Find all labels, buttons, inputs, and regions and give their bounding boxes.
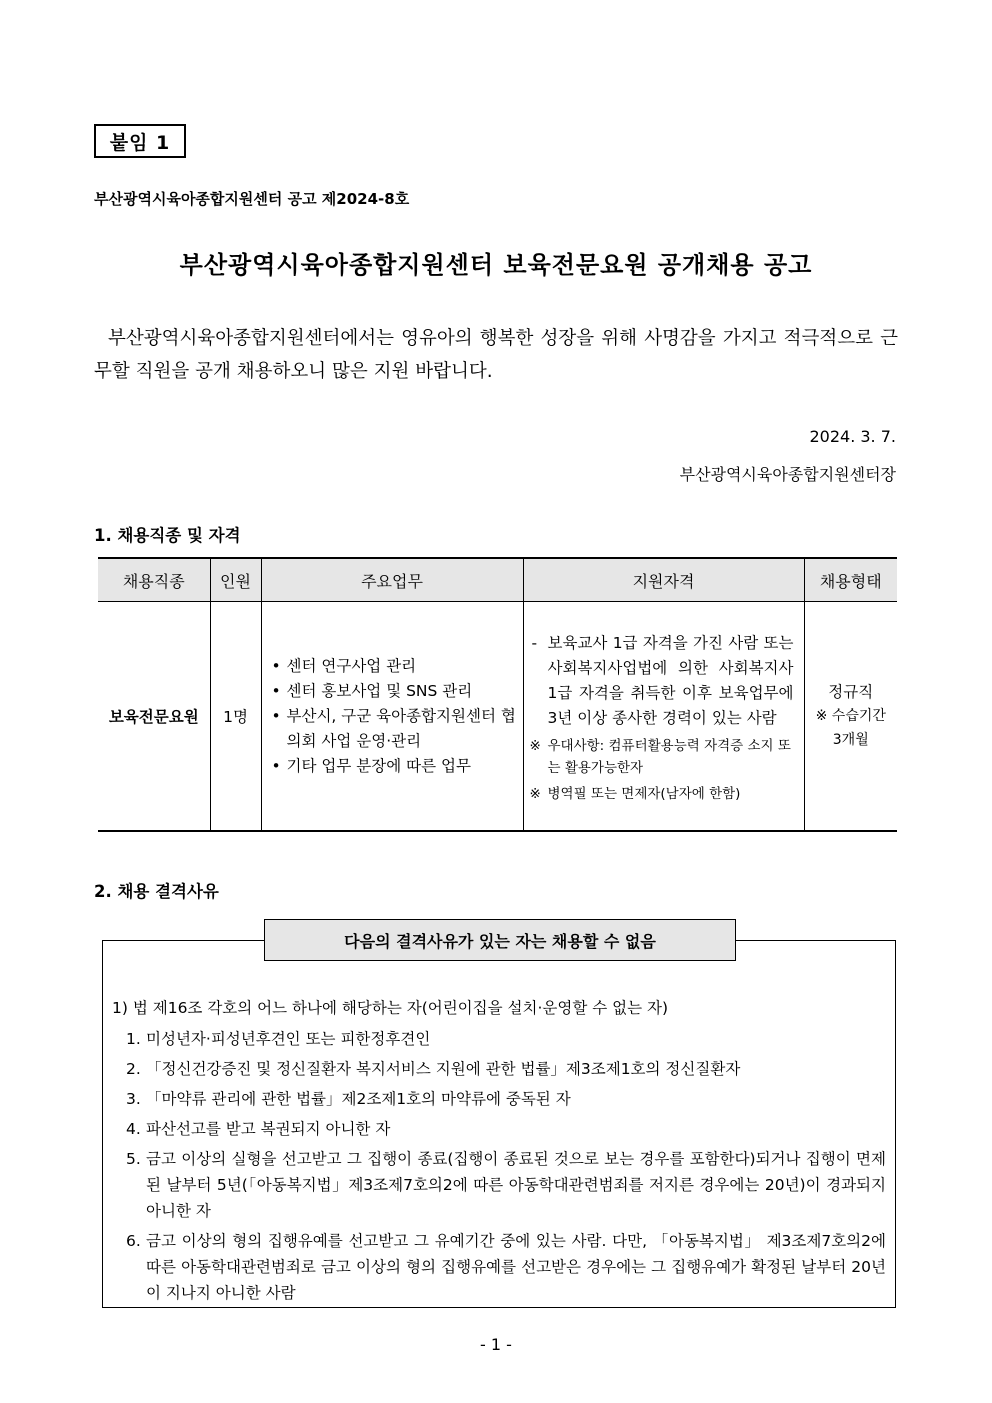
note-text: 병역필 또는 면제자(남자에 한함) <box>547 786 741 802</box>
list-item: • 기타 업무 분장에 따른 업무 <box>272 754 517 779</box>
item-text: 금고 이상의 실형을 선고받고 그 집행이 종료(집행이 종료된 것으로 보는 경우를 포함한다)되거나 집행이 면제된 날부터 5년(「아동복지법」제3조제7호의2에 따른 아동학대관련범죄를 저지른 경우에는 20년)이 경과되지 아니한 자 <box>146 1150 886 1220</box>
probation-label: ※ 수습기간 <box>815 708 886 724</box>
note-text: 우대사항: 컴퓨터활용능력 자격증 소지 또는 활용가능한자 <box>547 738 791 776</box>
military-note <box>524 783 804 805</box>
note-mark: ※ <box>529 786 541 802</box>
header-count: 인원 <box>210 558 261 602</box>
item-text: 「정신건강증진 및 정신질환자 복지서비스 지원에 관한 법률」제3조제1호의 정신질환자 <box>146 1060 741 1078</box>
section1-title: 1. 채용직종 및 자격 <box>94 526 241 545</box>
header-job: 채용직종 <box>98 558 210 602</box>
notice-date: 2024. 3. 7. <box>809 427 896 446</box>
list-item <box>126 1056 886 1082</box>
item-number: 5. <box>126 1150 141 1168</box>
header-duties: 주요업무 <box>261 558 523 602</box>
employment-type-cell <box>804 602 897 832</box>
list-item <box>126 1228 886 1306</box>
dash-marker: - <box>531 634 538 652</box>
list-item <box>126 1116 886 1142</box>
qualification-body: 보육교사 1급 자격을 가진 사람 또는 사회복지사업법에 의한 사회복지사 1급 자격을 취득한 이후 보육업무에 3년 이상 종사한 경력이 있는 사람 <box>547 634 794 727</box>
signer: 부산광역시육아종합지원센터장 <box>679 465 896 484</box>
attachment-label: 붙임 1 <box>94 124 186 158</box>
probation-period: 3개월 <box>832 732 869 748</box>
list-item: • 센터 홍보사업 및 SNS 관리 <box>272 679 517 704</box>
item-number: 2. <box>126 1060 141 1078</box>
disqualification-lead: 1) 법 제16조 각호의 어느 하나에 해당하는 자(어린이집을 설치·운영할 수 없는 자) <box>112 999 669 1017</box>
item-number: 4. <box>126 1120 141 1138</box>
disqualification-header: 다음의 결격사유가 있는 자는 채용할 수 없음 <box>264 919 736 961</box>
list-item <box>126 1026 886 1052</box>
qualification-cell <box>523 602 804 832</box>
item-text: 금고 이상의 형의 집행유예를 선고받고 그 유예기간 중에 있는 사람. 다만, 「아동복지법」 제3조제7호의2에 따른 아동학대관련범죄로 금고 이상의 형의 집행유예를 선고받은 경우에는 그 집행유예가 확정된 날부터 20년이 지나지 아니한 사람 <box>146 1232 886 1302</box>
note-mark: ※ <box>529 738 541 754</box>
count-cell: 1명 <box>210 602 261 832</box>
disqualification-list <box>126 1026 886 1306</box>
duties-list <box>262 654 523 779</box>
table-header-row <box>98 558 897 602</box>
header-qualification: 지원자격 <box>523 558 804 602</box>
list-item: • 센터 연구사업 관리 <box>272 654 517 679</box>
item-text: 미성년자·피성년후견인 또는 피한정후견인 <box>146 1030 431 1048</box>
page-number: - 1 - <box>480 1335 512 1354</box>
duties-cell <box>261 602 523 832</box>
list-item: • 부산시, 구군 육아종합지원센터 협의회 사업 운영·관리 <box>272 704 517 754</box>
item-number: 6. <box>126 1232 141 1250</box>
header-employment-type: 채용형태 <box>804 558 897 602</box>
table-row <box>98 602 897 832</box>
job-title-cell: 보육전문요원 <box>98 602 210 832</box>
page-title: 부산광역시육아종합지원센터 보육전문요원 공개채용 공고 <box>179 251 813 279</box>
item-number: 1. <box>126 1030 141 1048</box>
notice-number: 부산광역시육아종합지원센터 공고 제2024-8호 <box>94 190 410 208</box>
list-item <box>126 1086 886 1112</box>
item-text: 파산선고를 받고 복권되지 아니한 자 <box>146 1120 391 1138</box>
intro-paragraph: 부산광역시육아종합지원센터에서는 영유아의 행복한 성장을 위해 사명감을 가지고 적극적으로 근무할 직원을 공개 채용하오니 많은 지원 바랍니다. <box>94 328 898 382</box>
item-number: 3. <box>126 1090 141 1108</box>
qualification-text <box>524 631 804 731</box>
list-item <box>126 1146 886 1224</box>
preference-note <box>524 735 804 779</box>
jobs-table <box>98 557 897 832</box>
section2-title: 2. 채용 결격사유 <box>94 882 219 901</box>
employment-type: 정규직 <box>828 683 874 701</box>
item-text: 「마약류 관리에 관한 법률」제2조제1호의 마약류에 중독된 자 <box>146 1090 571 1108</box>
